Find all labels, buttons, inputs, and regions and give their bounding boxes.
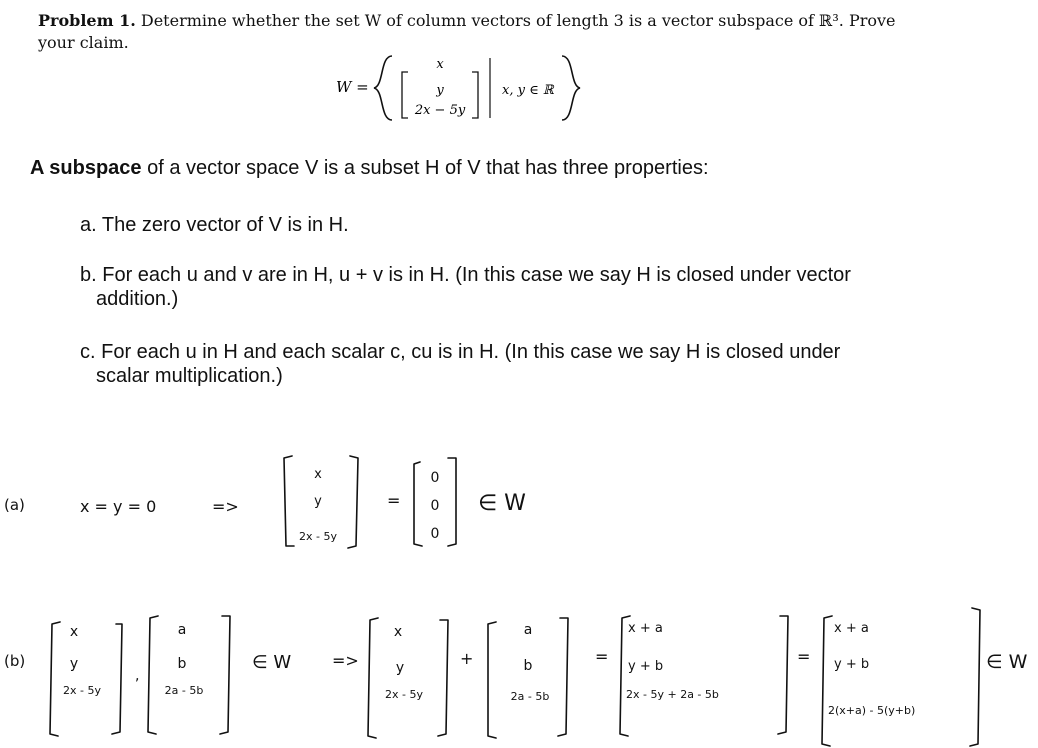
- part-b-sum1-x-plus-a: x + a: [628, 621, 663, 636]
- part-b-sum1-y-plus-b: y + b: [628, 659, 664, 674]
- part-b-v-b: b: [523, 658, 533, 674]
- part-b-label: (b): [4, 652, 26, 670]
- set-lhs: W =: [336, 78, 369, 96]
- property-b: [80, 263, 1000, 311]
- matrix-right-bracket: [472, 72, 478, 118]
- part-a-vector-left-bracket: [284, 456, 294, 546]
- definition-intro-bold: A subspace: [30, 157, 142, 179]
- part-b-plus: +: [460, 649, 474, 668]
- part-b-v1-right-bracket: [112, 624, 122, 734]
- part-a-implies: =>: [212, 497, 239, 516]
- part-a-zero-1: 0: [430, 470, 440, 486]
- left-brace: [374, 56, 392, 120]
- part-b-member-end: ∈ W: [986, 651, 1028, 673]
- part-a-zero-left-bracket: [414, 462, 422, 546]
- set-entry-2x-5y: 2x − 5y: [414, 103, 466, 118]
- part-b-v-right-bracket: [558, 618, 568, 736]
- part-a-condition: x = y = 0: [80, 497, 157, 516]
- part-b-v-a: a: [523, 622, 533, 638]
- part-b-v1-y: y: [69, 656, 79, 672]
- part-b-implies: =>: [332, 651, 359, 670]
- part-b-u-2x-5y: 2x - 5y: [385, 688, 423, 701]
- part-b-sum2-left-bracket: [822, 616, 832, 746]
- part-b-sum1-right-bracket: [778, 616, 788, 734]
- part-b-v2-a: a: [177, 622, 187, 638]
- property-c-continuation: scalar multiplication.): [96, 365, 283, 387]
- part-b-equals-1: =: [595, 647, 609, 666]
- part-b-u-right-bracket: [438, 620, 448, 736]
- property-b-text: For each u and v are in H, u + v is in H. (In this case we say H is closed under vector: [102, 264, 851, 286]
- property-c-text: For each u in H and each scalar c, cu is in H. (In this case we say H is closed under: [101, 341, 841, 363]
- right-brace: [562, 56, 580, 120]
- part-a-vector-2x-5y: 2x - 5y: [299, 530, 337, 543]
- property-b-label: b.: [80, 264, 97, 286]
- property-a-label: a.: [80, 214, 97, 236]
- part-b-sum2-y-plus-b: y + b: [834, 657, 870, 672]
- set-condition: x, y ∈ ℝ: [502, 83, 554, 98]
- part-a-label: (a): [4, 496, 25, 514]
- part-b-v2-b: b: [177, 656, 187, 672]
- part-b-v2-right-bracket: [220, 616, 230, 734]
- property-c-label: c.: [80, 341, 96, 363]
- set-entry-y: y: [436, 83, 444, 98]
- part-a-zero-3: 0: [430, 526, 440, 542]
- problem-label: Problem 1.: [38, 11, 136, 30]
- problem-statement: [38, 10, 918, 54]
- part-b-sum1-third: 2x - 5y + 2a - 5b: [626, 688, 719, 701]
- property-a-text: The zero vector of V is in H.: [101, 214, 349, 236]
- part-b-comma: ,: [135, 668, 140, 684]
- problem-text: Determine whether the set W of column vectors of length 3 is a vector subspace of ℝ³. Prove your claim.: [38, 11, 896, 52]
- part-b-member: ∈ W: [252, 652, 292, 673]
- property-b-continuation: addition.): [96, 288, 179, 310]
- part-b-v-left-bracket: [488, 622, 496, 738]
- part-a-member: ∈ W: [478, 491, 526, 516]
- part-b-v1-x: x: [69, 624, 79, 640]
- part-a-vector-y: y: [314, 494, 322, 509]
- handwritten-solution: [0, 450, 1038, 748]
- set-definition: [336, 52, 636, 124]
- part-b-u-left-bracket: [368, 618, 378, 738]
- part-a-zero-2: 0: [430, 498, 440, 514]
- set-entry-x: x: [436, 57, 444, 72]
- definition-intro: [30, 157, 709, 180]
- part-a-equals: =: [387, 491, 401, 510]
- part-b-v1-2x-5y: 2x - 5y: [63, 684, 101, 697]
- part-b-equals-2: =: [797, 647, 811, 666]
- property-a: [80, 213, 1000, 237]
- part-b-v2-left-bracket: [148, 616, 158, 734]
- part-b-v2-2a-5b: 2a - 5b: [164, 684, 204, 697]
- part-b-sum2-x-plus-a: x + a: [834, 621, 869, 636]
- part-a-vector-right-bracket: [348, 456, 358, 548]
- property-c: [80, 340, 1000, 388]
- part-a-vector-x: x: [314, 467, 322, 482]
- part-b-sum2-right-bracket: [970, 608, 980, 746]
- part-b-u-x: x: [393, 624, 403, 640]
- definition-intro-rest: of a vector space V is a subset H of V that has three properties:: [147, 157, 709, 179]
- part-b-v1-left-bracket: [50, 622, 60, 736]
- matrix-left-bracket: [402, 72, 408, 118]
- part-a-zero-right-bracket: [448, 458, 456, 546]
- part-b-u-y: y: [395, 660, 405, 676]
- part-b-sum2-third: 2(x+a) - 5(y+b): [828, 704, 916, 717]
- part-b-v-2a-5b: 2a - 5b: [510, 690, 550, 703]
